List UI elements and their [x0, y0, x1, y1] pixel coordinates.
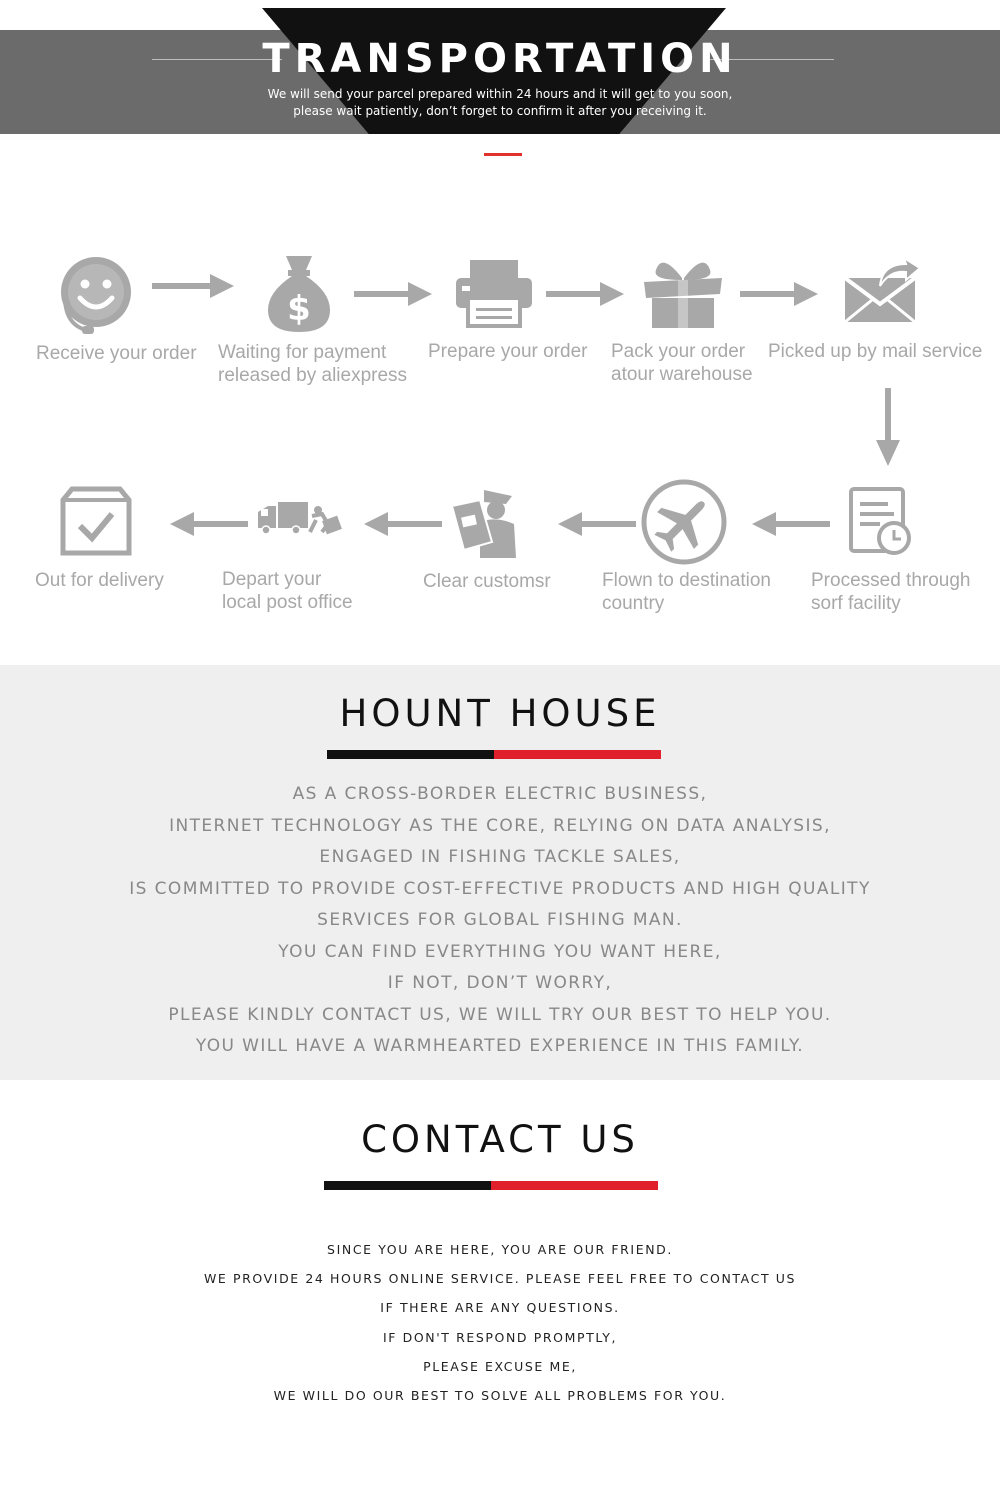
- gift-box-icon: [642, 252, 724, 330]
- banner-title: TRANSPORTATION: [262, 36, 738, 82]
- arrow-right-2: [354, 282, 432, 311]
- about-line: AS A CROSS-BORDER ELECTRIC BUSINESS,: [292, 784, 708, 804]
- contact-title-underline: [324, 1181, 658, 1190]
- step-flown-label: Flown to destination country: [602, 570, 771, 614]
- document-clock-icon: [848, 486, 912, 556]
- about-line: YOU CAN FIND EVERYTHING YOU WANT HERE,: [278, 941, 722, 962]
- about-title-underline: [327, 750, 661, 759]
- about-line: PLEASE KINDLY CONTACT US, WE WILL TRY OUR BEST TO HELP YOU.: [168, 1004, 832, 1025]
- about-text: [0, 779, 1000, 1063]
- contact-text: [0, 1235, 1000, 1410]
- airplane-icon: [640, 478, 728, 566]
- arrow-left-3: [364, 512, 442, 541]
- envelope-icon: [842, 258, 922, 326]
- delivery-box-icon: [60, 486, 132, 556]
- arrow-right-4: [740, 282, 818, 311]
- step-out-for-delivery-label: Out for delivery: [35, 570, 164, 591]
- contact-line: IF DON'T RESPOND PROMPTLY,: [382, 1329, 618, 1345]
- contact-line: WE PROVIDE 24 HOURS ONLINE SERVICE. PLEASE FEEL FREE TO CONTACT US: [203, 1271, 797, 1287]
- about-line: SERVICES FOR GLOBAL FISHING MAN.: [317, 910, 683, 930]
- arrow-down: [876, 388, 900, 471]
- arrow-left-4: [170, 512, 248, 541]
- about-line: IS COMMITTED TO PROVIDE COST-EFFECTIVE PRODUCTS AND HIGH QUALITY: [129, 878, 871, 899]
- red-accent-dash: [484, 153, 522, 156]
- about-line: IF NOT, DON’T WORRY,: [387, 973, 613, 993]
- contact-line: PLEASE EXCUSE ME,: [423, 1358, 577, 1374]
- money-bag-icon: [266, 252, 332, 334]
- banner-subtitle-line1: We will send your parcel prepared within 24 hours and it will get to you soon,: [267, 87, 733, 101]
- contact-line: WE WILL DO OUR BEST TO SOLVE ALL PROBLEMS FOR YOU.: [273, 1388, 727, 1404]
- arrow-right-1: [152, 274, 234, 303]
- arrow-left-1: [752, 512, 830, 541]
- arrow-left-2: [558, 512, 636, 541]
- smiley-headset-icon: [58, 254, 138, 338]
- step-processed-label: Processed through sorf facility: [811, 570, 971, 614]
- arrow-right-3: [546, 282, 624, 311]
- svg-text:$: $: [287, 289, 311, 329]
- customs-officer-icon: [450, 488, 520, 560]
- contact-line: SINCE YOU ARE HERE, YOU ARE OUR FRIEND.: [327, 1242, 673, 1257]
- step-picked-up-label: Picked up by mail service: [768, 341, 983, 362]
- printer-icon: [454, 258, 534, 328]
- truck-icon: [256, 500, 342, 536]
- step-pack-order-label: Pack your order atour warehouse: [611, 341, 753, 385]
- about-line: INTERNET TECHNOLOGY AS THE CORE, RELYING ON DATA ANALYSIS,: [169, 815, 831, 836]
- banner-subtitle: [0, 86, 1000, 120]
- banner-subtitle-line2: please wait patiently, don’t forget to confirm it after you receiving it.: [293, 104, 707, 118]
- step-waiting-payment-label: Waiting for payment released by aliexpress: [218, 342, 408, 386]
- step-depart-label: Depart your local post office: [222, 569, 353, 613]
- contact-line: IF THERE ARE ANY QUESTIONS.: [380, 1300, 620, 1316]
- about-title: HOUNT HOUSE: [339, 692, 661, 735]
- step-clear-customs-label: Clear customsr: [423, 571, 551, 592]
- step-prepare-order-label: Prepare your order: [428, 341, 588, 362]
- step-receive-order-label: Receive your order: [36, 343, 197, 364]
- about-line: YOU WILL HAVE A WARMHEARTED EXPERIENCE IN THIS FAMILY.: [195, 1036, 805, 1056]
- contact-title: CONTACT US: [361, 1118, 639, 1161]
- about-line: ENGAGED IN FISHING TACKLE SALES,: [319, 847, 681, 867]
